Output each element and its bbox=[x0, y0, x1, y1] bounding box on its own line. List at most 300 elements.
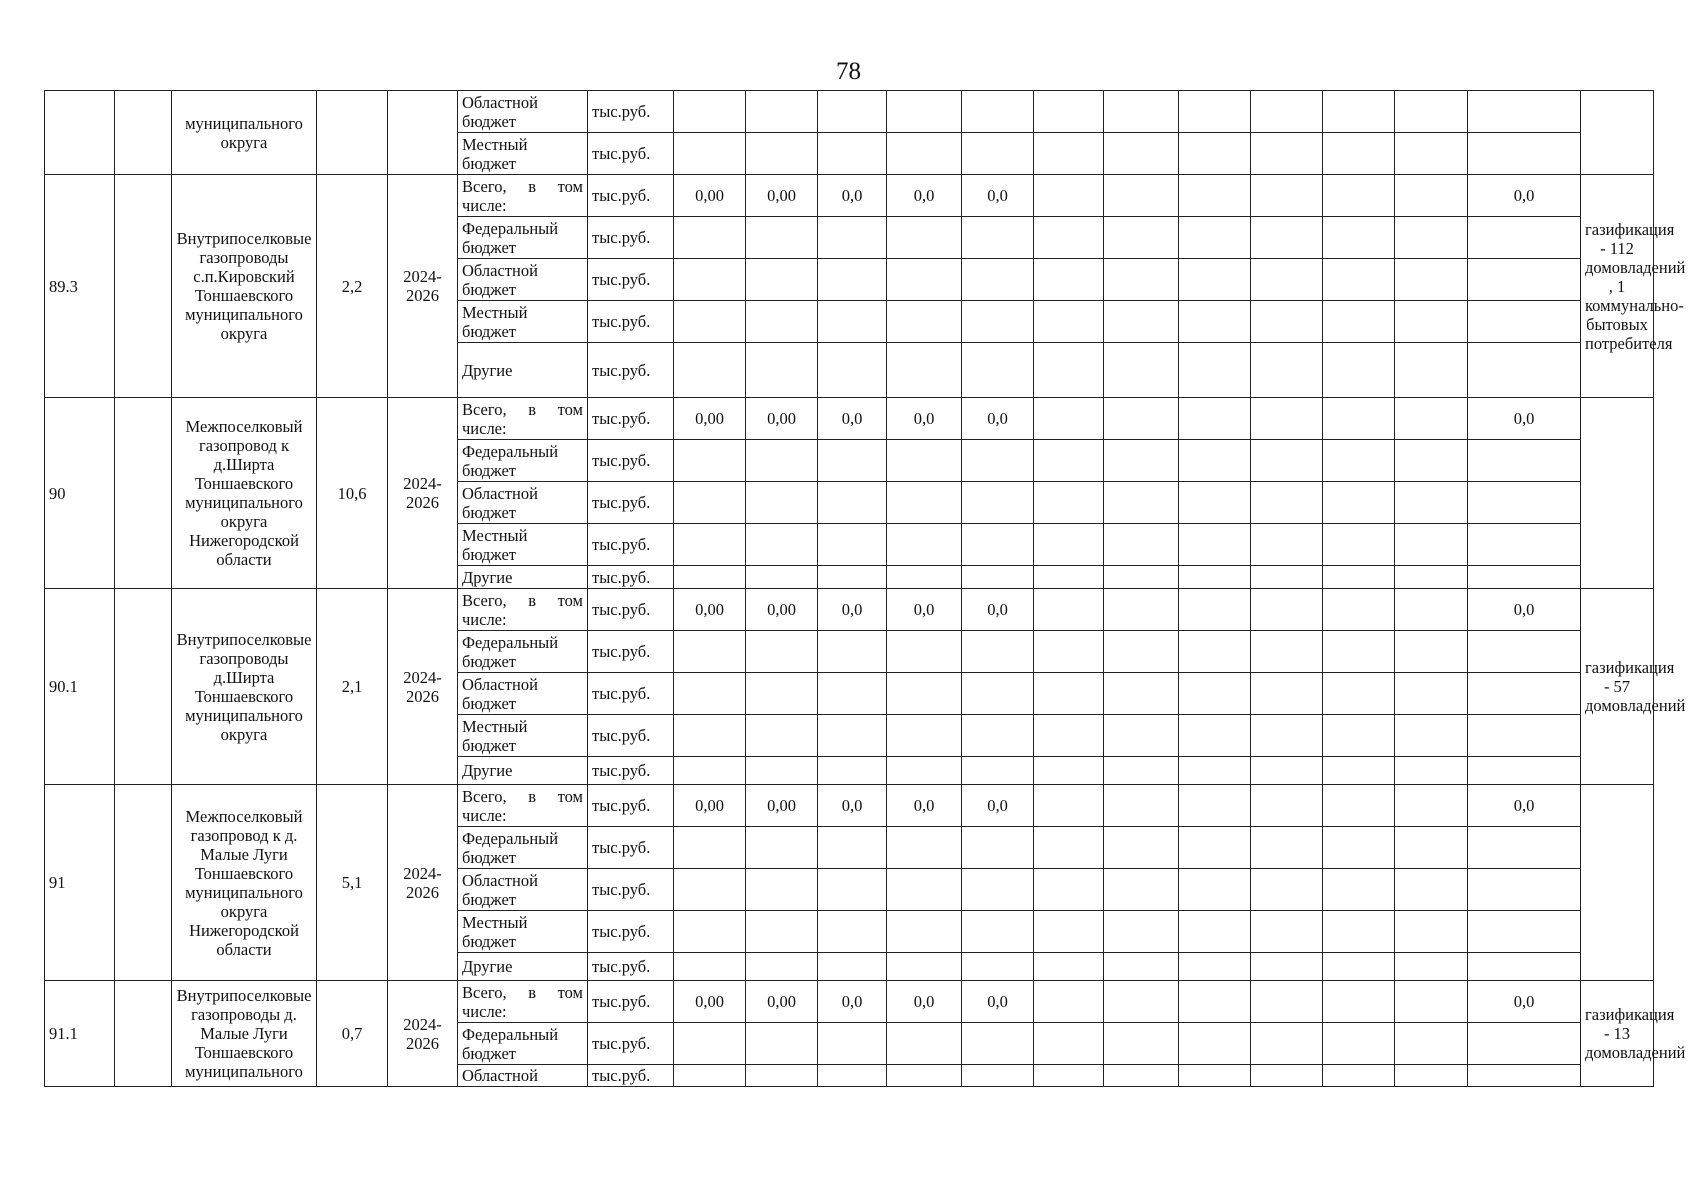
funding-source: Другие bbox=[458, 757, 588, 785]
empty-cell bbox=[1104, 631, 1179, 673]
empty-cell bbox=[1395, 673, 1468, 715]
empty-cell bbox=[1251, 301, 1323, 343]
table-row bbox=[45, 589, 1654, 631]
number-cell: 89.3 bbox=[45, 175, 115, 398]
empty-cell bbox=[1179, 440, 1251, 482]
empty-cell bbox=[1179, 133, 1251, 175]
empty-cell bbox=[1034, 133, 1104, 175]
table-row bbox=[45, 91, 1654, 133]
empty-cell bbox=[674, 343, 746, 398]
object-name: муниципального округа bbox=[172, 91, 317, 175]
empty-cell bbox=[1251, 953, 1323, 981]
empty-cell bbox=[887, 673, 962, 715]
empty-cell bbox=[1468, 566, 1581, 589]
empty-cell bbox=[746, 566, 818, 589]
empty-cell bbox=[962, 673, 1034, 715]
empty-cell bbox=[746, 133, 818, 175]
empty-cell bbox=[1468, 715, 1581, 757]
empty-cell bbox=[1395, 785, 1468, 827]
empty-cell bbox=[1104, 673, 1179, 715]
value-cell: 0,0 bbox=[962, 589, 1034, 631]
object-name: Межпоселковый газопровод к д. Малые Луги Тоншаевского муниципального округа Нижегородской области bbox=[172, 785, 317, 981]
number-cell: 91 bbox=[45, 785, 115, 981]
funding-source: Федеральный бюджет bbox=[458, 217, 588, 259]
empty-cell bbox=[746, 869, 818, 911]
funding-source: Другие bbox=[458, 953, 588, 981]
period-cell: 2024-2026 bbox=[388, 589, 458, 785]
empty-cell bbox=[962, 566, 1034, 589]
empty-cell bbox=[1034, 301, 1104, 343]
unit-cell: тыс.руб. bbox=[588, 785, 674, 827]
empty-cell bbox=[1323, 1065, 1395, 1087]
empty-cell bbox=[962, 827, 1034, 869]
empty-cell bbox=[1323, 91, 1395, 133]
empty-cell bbox=[962, 259, 1034, 301]
empty-cell bbox=[1034, 482, 1104, 524]
empty-cell bbox=[818, 631, 887, 673]
empty-cell bbox=[887, 869, 962, 911]
object-name: Внутрипоселковые газопроводы д.Ширта Тоншаевского муниципального округа bbox=[172, 589, 317, 785]
funding-source: Областной бюджет bbox=[458, 673, 588, 715]
empty-cell bbox=[1251, 589, 1323, 631]
empty-cell bbox=[962, 482, 1034, 524]
unit-cell: тыс.руб. bbox=[588, 482, 674, 524]
empty-cell bbox=[674, 301, 746, 343]
empty-cell bbox=[1179, 589, 1251, 631]
empty-cell bbox=[1395, 398, 1468, 440]
empty-cell bbox=[1179, 175, 1251, 217]
empty-cell bbox=[1179, 482, 1251, 524]
length-cell: 0,7 bbox=[317, 981, 388, 1087]
empty-cell bbox=[1034, 1023, 1104, 1065]
unit-cell: тыс.руб. bbox=[588, 133, 674, 175]
empty-cell bbox=[1323, 631, 1395, 673]
empty-cell bbox=[1323, 175, 1395, 217]
empty-cell bbox=[1468, 631, 1581, 673]
funding-source: Областной бюджет bbox=[458, 259, 588, 301]
empty-cell bbox=[674, 1023, 746, 1065]
empty-cell bbox=[1179, 911, 1251, 953]
empty-cell bbox=[674, 673, 746, 715]
table-row bbox=[45, 785, 1654, 827]
empty-cell bbox=[818, 259, 887, 301]
empty-cell bbox=[1468, 757, 1581, 785]
empty-cell bbox=[1323, 785, 1395, 827]
empty-cell bbox=[1468, 869, 1581, 911]
empty-cell bbox=[818, 827, 887, 869]
empty-cell bbox=[746, 217, 818, 259]
empty-cell bbox=[1179, 953, 1251, 981]
number-cell: 91.1 bbox=[45, 981, 115, 1087]
empty-cell bbox=[674, 827, 746, 869]
empty-cell bbox=[1034, 259, 1104, 301]
unit-cell: тыс.руб. bbox=[588, 953, 674, 981]
empty-cell bbox=[818, 343, 887, 398]
empty-cell bbox=[818, 1065, 887, 1087]
empty-cell bbox=[1104, 827, 1179, 869]
empty-cell bbox=[1179, 524, 1251, 566]
empty-cell bbox=[1395, 524, 1468, 566]
empty-cell bbox=[887, 301, 962, 343]
empty-cell bbox=[1395, 301, 1468, 343]
empty-cell bbox=[818, 715, 887, 757]
investment-program-table bbox=[44, 90, 1686, 1087]
empty-cell bbox=[746, 1065, 818, 1087]
empty-cell bbox=[1323, 589, 1395, 631]
empty-cell bbox=[1395, 715, 1468, 757]
empty-cell bbox=[962, 440, 1034, 482]
value-cell: 0,00 bbox=[746, 785, 818, 827]
empty-cell bbox=[1323, 524, 1395, 566]
unit-cell: тыс.руб. bbox=[588, 757, 674, 785]
empty-cell bbox=[1395, 981, 1468, 1023]
empty-cell bbox=[1251, 259, 1323, 301]
empty-cell bbox=[746, 440, 818, 482]
empty-cell bbox=[1034, 217, 1104, 259]
empty-cell bbox=[1251, 1023, 1323, 1065]
value-cell: 0,00 bbox=[746, 589, 818, 631]
empty-cell bbox=[1179, 1023, 1251, 1065]
value-cell: 0,00 bbox=[746, 981, 818, 1023]
empty-cell bbox=[818, 1023, 887, 1065]
empty-cell bbox=[1179, 827, 1251, 869]
funding-source: Федеральный бюджет bbox=[458, 827, 588, 869]
empty-cell bbox=[1251, 981, 1323, 1023]
empty-cell bbox=[1251, 673, 1323, 715]
value-cell: 0,0 bbox=[1468, 981, 1581, 1023]
empty-cell bbox=[1034, 827, 1104, 869]
funding-source: Местный бюджет bbox=[458, 524, 588, 566]
empty-cell bbox=[1104, 175, 1179, 217]
value-cell: 0,0 bbox=[887, 398, 962, 440]
empty-cell bbox=[962, 757, 1034, 785]
empty-cell bbox=[1395, 133, 1468, 175]
empty-cell bbox=[1395, 911, 1468, 953]
empty-cell bbox=[1179, 343, 1251, 398]
empty-cell bbox=[887, 566, 962, 589]
empty-cell bbox=[674, 911, 746, 953]
value-cell: 0,0 bbox=[962, 785, 1034, 827]
funding-source: Всего, в том числе: bbox=[458, 398, 588, 440]
empty-cell bbox=[1395, 953, 1468, 981]
empty-cell bbox=[1323, 757, 1395, 785]
value-cell: 0,0 bbox=[818, 785, 887, 827]
table-row bbox=[45, 981, 1654, 1023]
empty-cell bbox=[1034, 953, 1104, 981]
funding-source: Другие bbox=[458, 566, 588, 589]
funding-source: Областной бюджет bbox=[458, 869, 588, 911]
empty-cell bbox=[746, 91, 818, 133]
empty-cell bbox=[962, 869, 1034, 911]
value-cell: 0,0 bbox=[962, 981, 1034, 1023]
unit-cell: тыс.руб. bbox=[588, 715, 674, 757]
empty-cell bbox=[1179, 981, 1251, 1023]
unit-cell: тыс.руб. bbox=[588, 911, 674, 953]
unit-cell: тыс.руб. bbox=[588, 343, 674, 398]
empty-cell bbox=[1034, 175, 1104, 217]
value-cell: 0,0 bbox=[887, 589, 962, 631]
value-cell: 0,00 bbox=[674, 589, 746, 631]
empty-cell bbox=[674, 259, 746, 301]
empty-cell bbox=[1468, 673, 1581, 715]
empty-cell bbox=[887, 631, 962, 673]
empty-cell bbox=[818, 953, 887, 981]
empty-cell bbox=[746, 631, 818, 673]
empty-cell bbox=[1468, 911, 1581, 953]
empty-cell bbox=[674, 217, 746, 259]
empty-cell bbox=[962, 1065, 1034, 1087]
length-cell: 10,6 bbox=[317, 398, 388, 589]
empty-cell bbox=[746, 343, 818, 398]
empty-cell bbox=[1323, 566, 1395, 589]
unit-cell: тыс.руб. bbox=[588, 259, 674, 301]
empty-cell bbox=[1395, 482, 1468, 524]
empty-cell bbox=[1251, 1065, 1323, 1087]
empty-cell bbox=[1034, 1065, 1104, 1087]
empty-cell bbox=[962, 631, 1034, 673]
empty-cell bbox=[1179, 301, 1251, 343]
empty-cell bbox=[746, 827, 818, 869]
empty-cell bbox=[674, 869, 746, 911]
empty-cell bbox=[674, 631, 746, 673]
value-cell: 0,0 bbox=[818, 589, 887, 631]
funding-source: Всего, в том числе: bbox=[458, 589, 588, 631]
period-cell: 2024-2026 bbox=[388, 785, 458, 981]
empty-cell bbox=[818, 911, 887, 953]
unit-cell: тыс.руб. bbox=[588, 301, 674, 343]
empty-cell bbox=[1323, 827, 1395, 869]
empty-cell bbox=[1104, 133, 1179, 175]
empty-cell bbox=[887, 524, 962, 566]
empty-cell bbox=[1468, 1065, 1581, 1087]
empty-cell bbox=[818, 440, 887, 482]
empty-cell bbox=[115, 398, 172, 589]
empty-cell bbox=[674, 953, 746, 981]
number-cell: 90 bbox=[45, 398, 115, 589]
length-cell: 2,1 bbox=[317, 589, 388, 785]
note-cell bbox=[1581, 398, 1654, 589]
empty-cell bbox=[1251, 631, 1323, 673]
unit-cell: тыс.руб. bbox=[588, 827, 674, 869]
empty-cell bbox=[746, 259, 818, 301]
empty-cell bbox=[1468, 827, 1581, 869]
empty-cell bbox=[1468, 343, 1581, 398]
empty-cell bbox=[1104, 981, 1179, 1023]
note-cell: газификация - 57 домовладений bbox=[1581, 589, 1654, 785]
empty-cell bbox=[1251, 715, 1323, 757]
empty-cell bbox=[1395, 1023, 1468, 1065]
empty-cell bbox=[1179, 631, 1251, 673]
empty-cell bbox=[746, 757, 818, 785]
value-cell: 0,00 bbox=[674, 398, 746, 440]
length-cell bbox=[317, 91, 388, 175]
empty-cell bbox=[1034, 631, 1104, 673]
empty-cell bbox=[1395, 869, 1468, 911]
period-cell: 2024-2026 bbox=[388, 398, 458, 589]
empty-cell bbox=[1104, 785, 1179, 827]
empty-cell bbox=[1323, 301, 1395, 343]
empty-cell bbox=[1034, 343, 1104, 398]
empty-cell bbox=[1034, 785, 1104, 827]
empty-cell bbox=[1179, 673, 1251, 715]
empty-cell bbox=[818, 566, 887, 589]
empty-cell bbox=[746, 301, 818, 343]
empty-cell bbox=[1468, 953, 1581, 981]
empty-cell bbox=[1104, 566, 1179, 589]
unit-cell: тыс.руб. bbox=[588, 631, 674, 673]
empty-cell bbox=[962, 715, 1034, 757]
empty-cell bbox=[1104, 1023, 1179, 1065]
empty-cell bbox=[1323, 911, 1395, 953]
funding-source: Областной бюджет bbox=[458, 482, 588, 524]
note-cell: газификация - 112 домовладений , 1 коммунально-бытовых потребителя bbox=[1581, 175, 1654, 398]
empty-cell bbox=[1179, 785, 1251, 827]
empty-cell bbox=[1251, 911, 1323, 953]
empty-cell bbox=[887, 440, 962, 482]
empty-cell bbox=[887, 217, 962, 259]
value-cell: 0,0 bbox=[962, 398, 1034, 440]
empty-cell bbox=[962, 343, 1034, 398]
empty-cell bbox=[1395, 217, 1468, 259]
empty-cell bbox=[746, 1023, 818, 1065]
empty-cell bbox=[1251, 524, 1323, 566]
empty-cell bbox=[1034, 715, 1104, 757]
empty-cell bbox=[1251, 566, 1323, 589]
funding-source: Федеральный бюджет bbox=[458, 631, 588, 673]
empty-cell bbox=[1034, 869, 1104, 911]
empty-cell bbox=[1468, 217, 1581, 259]
empty-cell bbox=[674, 566, 746, 589]
empty-cell bbox=[818, 482, 887, 524]
value-cell: 0,0 bbox=[1468, 589, 1581, 631]
empty-cell bbox=[1104, 343, 1179, 398]
empty-cell bbox=[887, 715, 962, 757]
empty-cell bbox=[674, 524, 746, 566]
empty-cell bbox=[1179, 1065, 1251, 1087]
empty-cell bbox=[887, 91, 962, 133]
empty-cell bbox=[1104, 398, 1179, 440]
empty-cell bbox=[1323, 673, 1395, 715]
empty-cell bbox=[1323, 981, 1395, 1023]
note-cell bbox=[1581, 785, 1654, 981]
empty-cell bbox=[1251, 757, 1323, 785]
empty-cell bbox=[115, 981, 172, 1087]
table-row bbox=[45, 175, 1654, 217]
object-name: Межпоселковый газопровод к д.Ширта Тоншаевского муниципального округа Нижегородской области bbox=[172, 398, 317, 589]
empty-cell bbox=[1179, 757, 1251, 785]
empty-cell bbox=[1395, 631, 1468, 673]
unit-cell: тыс.руб. bbox=[588, 981, 674, 1023]
empty-cell bbox=[1034, 398, 1104, 440]
empty-cell bbox=[1323, 440, 1395, 482]
empty-cell bbox=[674, 133, 746, 175]
funding-source: Всего, в том числе: bbox=[458, 175, 588, 217]
empty-cell bbox=[1179, 566, 1251, 589]
period-cell: 2024-2026 bbox=[388, 981, 458, 1087]
empty-cell bbox=[887, 133, 962, 175]
empty-cell bbox=[746, 482, 818, 524]
empty-cell bbox=[887, 827, 962, 869]
value-cell: 0,0 bbox=[1468, 398, 1581, 440]
empty-cell bbox=[1104, 911, 1179, 953]
value-cell: 0,0 bbox=[1468, 175, 1581, 217]
empty-cell bbox=[1104, 91, 1179, 133]
empty-cell bbox=[1395, 343, 1468, 398]
empty-cell bbox=[1104, 715, 1179, 757]
empty-cell bbox=[1179, 217, 1251, 259]
empty-cell bbox=[1395, 827, 1468, 869]
empty-cell bbox=[1323, 953, 1395, 981]
empty-cell bbox=[1468, 91, 1581, 133]
empty-cell bbox=[1468, 524, 1581, 566]
empty-cell bbox=[1104, 217, 1179, 259]
empty-cell bbox=[1034, 981, 1104, 1023]
funding-source: Другие bbox=[458, 343, 588, 398]
funding-source: Всего, в том числе: bbox=[458, 981, 588, 1023]
empty-cell bbox=[962, 91, 1034, 133]
empty-cell bbox=[887, 482, 962, 524]
empty-cell bbox=[746, 715, 818, 757]
empty-cell bbox=[1034, 91, 1104, 133]
value-cell: 0,00 bbox=[746, 398, 818, 440]
unit-cell: тыс.руб. bbox=[588, 1065, 674, 1087]
empty-cell bbox=[1104, 589, 1179, 631]
value-cell: 0,0 bbox=[818, 981, 887, 1023]
empty-cell bbox=[1323, 869, 1395, 911]
unit-cell: тыс.руб. bbox=[588, 217, 674, 259]
empty-cell bbox=[1395, 91, 1468, 133]
value-cell: 0,00 bbox=[746, 175, 818, 217]
unit-cell: тыс.руб. bbox=[588, 398, 674, 440]
period-cell bbox=[388, 91, 458, 175]
empty-cell bbox=[1251, 343, 1323, 398]
funding-source: Местный бюджет bbox=[458, 301, 588, 343]
empty-cell bbox=[1468, 440, 1581, 482]
empty-cell bbox=[1104, 259, 1179, 301]
unit-cell: тыс.руб. bbox=[588, 524, 674, 566]
empty-cell bbox=[1251, 398, 1323, 440]
empty-cell bbox=[674, 715, 746, 757]
empty-cell bbox=[1468, 259, 1581, 301]
empty-cell bbox=[674, 482, 746, 524]
empty-cell bbox=[1104, 440, 1179, 482]
empty-cell bbox=[818, 91, 887, 133]
object-name: Внутрипоселковые газопроводы с.п.Кировский Тоншаевского муниципального округа bbox=[172, 175, 317, 398]
funding-source: Областной bbox=[458, 1065, 588, 1087]
empty-cell bbox=[1179, 398, 1251, 440]
empty-cell bbox=[818, 301, 887, 343]
empty-cell bbox=[818, 133, 887, 175]
empty-cell bbox=[746, 524, 818, 566]
empty-cell bbox=[1034, 524, 1104, 566]
empty-cell bbox=[887, 259, 962, 301]
empty-cell bbox=[1179, 869, 1251, 911]
empty-cell bbox=[1323, 715, 1395, 757]
unit-cell: тыс.руб. bbox=[588, 673, 674, 715]
number-cell: 90.1 bbox=[45, 589, 115, 785]
object-name: Внутрипоселковые газопроводы д. Малые Луги Тоншаевского муниципального bbox=[172, 981, 317, 1087]
empty-cell bbox=[115, 91, 172, 175]
empty-cell bbox=[674, 757, 746, 785]
value-cell: 0,00 bbox=[674, 981, 746, 1023]
page-number: 78 bbox=[836, 58, 861, 85]
empty-cell bbox=[1323, 343, 1395, 398]
empty-cell bbox=[1034, 589, 1104, 631]
unit-cell: тыс.руб. bbox=[588, 589, 674, 631]
empty-cell bbox=[887, 757, 962, 785]
empty-cell bbox=[115, 175, 172, 398]
empty-cell bbox=[887, 953, 962, 981]
